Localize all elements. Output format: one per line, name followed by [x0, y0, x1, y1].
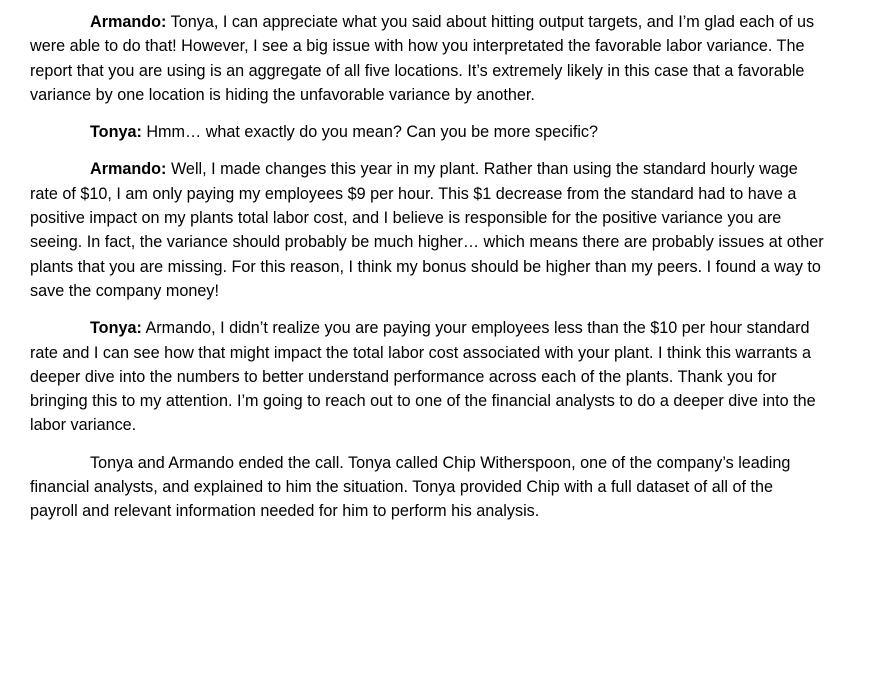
narrative-paragraph: [30, 451, 825, 524]
speaker-label: Tonya:: [90, 319, 142, 338]
document-body: [30, 10, 825, 537]
dialogue-paragraph-3: [30, 157, 825, 303]
paragraph-text: Well, I made changes this year in my plant. Rather than using the standard hourly wage rate of $10, I am only paying my employees $9 per hour. This $1 decrease from the standard had to have a positive impact on my plants total labor cost, and I believe is responsible for the positive variance you are seeing. In fact, the variance should probably be much higher… which means there are probably issues at other plants that you are missing. For this reason, I think my bonus should be higher than my peers. I found a way to save the company money!: [30, 160, 824, 300]
paragraph-text: Tonya, I can appreciate what you said about hitting output targets, and I’m glad each of us were able to do that! However, I see a big issue with how you interpretated the favorable labor variance. The report that you are using is an aggregate of all five locations. It’s extremely likely in this case that a favorable variance by one location is hiding the unfavorable variance by another.: [30, 13, 815, 104]
dialogue-paragraph-4: [30, 316, 825, 437]
speaker-label: Armando:: [90, 160, 167, 179]
speaker-label: Tonya:: [90, 123, 142, 142]
speaker-label: Armando:: [90, 13, 167, 31]
paragraph-text: Armando, I didn’t realize you are paying your employees less than the $10 per hour standard rate and I can see how that might impact the total labor cost associated with your plant. I think this warrants a deeper dive into the numbers to better understand performance across each of the plants. Thank you for bringing this to my attention. I’m going to reach out to one of the financial analysts to do a deeper dive into the labor variance.: [30, 319, 816, 435]
dialogue-paragraph-1: [30, 10, 825, 107]
paragraph-text: Hmm… what exactly do you mean? Can you be more specific?: [141, 123, 599, 142]
paragraph-text: Tonya and Armando ended the call. Tonya called Chip Witherspoon, one of the company’s leading financial analysts, and explained to him the situation. Tonya provided Chip with a full dataset of all of the payroll and relevant information needed for him to perform his analysis.: [30, 453, 791, 521]
dialogue-paragraph-2: [30, 120, 825, 144]
